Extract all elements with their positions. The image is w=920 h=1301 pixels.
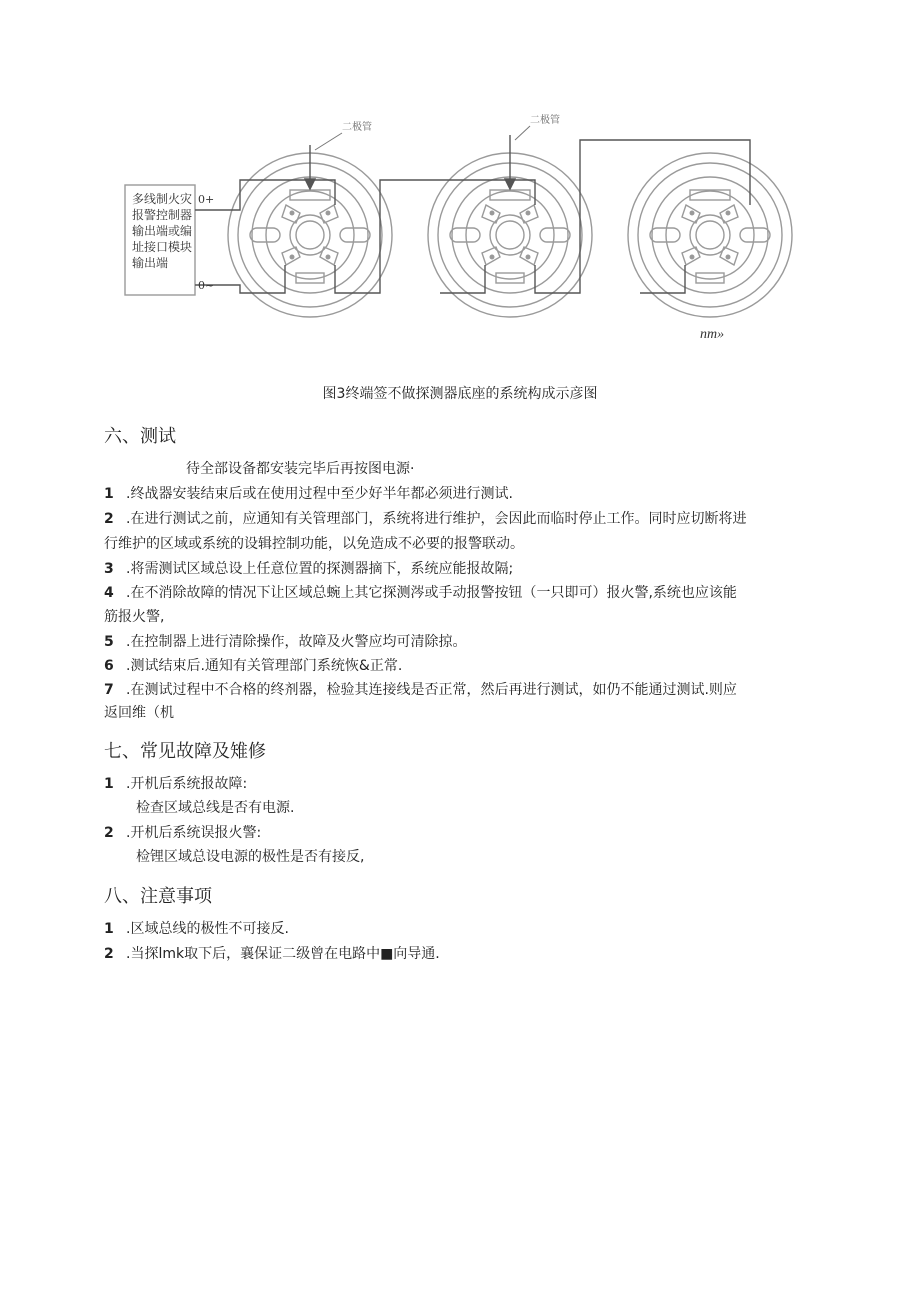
item-text: .将需测试区域总设上任意位置的探测器摘下，系统应能报故隔; — [126, 561, 514, 577]
list-item — [104, 822, 261, 842]
list-item — [104, 918, 289, 938]
item-text: .在控制器上进行清除操作，故障及火警应均可清除掠。 — [126, 634, 467, 650]
wiring-diagram — [110, 105, 810, 355]
item-text: .区域总线的极性不可接反. — [126, 921, 289, 937]
list-item — [104, 655, 402, 675]
item-number: 6 — [104, 658, 114, 674]
controller-label-line: 输出端或编 — [132, 224, 193, 238]
item-text: .在进行测试之前，应通知有关管理部门，系统将进行维护，会因此而临时停止工作。同时应切断将进 — [126, 511, 747, 527]
item-continuation: 行维护的区域或系统的设辑控制功能，以免造成不必要的报警联动。 — [104, 536, 524, 552]
item-continuation: 筋报火警, — [104, 609, 165, 625]
item-number: 5 — [104, 634, 114, 650]
list-item — [104, 483, 513, 503]
item-number: 1 — [104, 486, 114, 502]
section-heading-notes: 八、注意事项 — [104, 886, 212, 907]
fault-remedy: 检锂区域总设电源的极性是否有接反, — [136, 849, 365, 865]
list-item — [104, 773, 247, 793]
item-continuation: 返回维（机 — [104, 705, 174, 721]
list-item — [104, 582, 737, 602]
diode-label-2: 二极管 — [530, 115, 560, 126]
item-text: .在不消除故障的情况下让区域总蜿上其它探测涔或手动报警按钮（一只即可）报火警,系统也应该能 — [126, 585, 737, 601]
controller-label-line: 报警控制器 — [132, 208, 193, 222]
wiring-diagram-svg — [110, 105, 810, 355]
item-text: .当探lmk取下后，襄保证二级曾在电路中■向导通. — [126, 946, 440, 962]
fault-remedy: 检查区域总线是否有电源. — [136, 800, 295, 816]
item-number: 3 — [104, 561, 114, 577]
list-item — [104, 558, 513, 578]
item-number: 1 — [104, 776, 114, 792]
figure-id: nm» — [700, 327, 725, 342]
section-heading-faults: 七、常见故障及雉修 — [104, 741, 266, 762]
section-heading-test: 六、测试 — [104, 426, 176, 447]
terminal-plus-label: 0+ — [198, 193, 215, 206]
item-number: 1 — [104, 921, 114, 937]
item-text: .测试结束后.通知有关管理部门系统恢&正常. — [126, 658, 403, 674]
item-number: 7 — [104, 682, 114, 698]
item-text: .开机后系统误报火警: — [126, 825, 262, 841]
figure-caption: 图3终端签不做探测器底座的系统构成示彦图 — [322, 386, 598, 402]
controller-label-line: 多线制火灾 — [132, 192, 193, 206]
terminal-minus-label: 0~ — [198, 279, 215, 292]
item-number: 2 — [104, 825, 114, 841]
controller-label-line: 址接口模块 — [132, 240, 193, 254]
controller-label-line: 输出端 — [132, 256, 169, 270]
item-text: .终战器安装结束后或在使用过程中至少好半年都必须进行测试. — [126, 486, 513, 502]
item-number: 4 — [104, 585, 114, 601]
list-item — [104, 508, 746, 528]
item-text: .开机后系统报故障: — [126, 776, 248, 792]
item-number: 2 — [104, 946, 114, 962]
test-intro: 待全部设备都安装完毕后再按图电源· — [186, 461, 415, 477]
controller-label — [132, 191, 192, 270]
list-item — [104, 679, 737, 699]
list-item — [104, 943, 440, 963]
list-item — [104, 631, 466, 651]
diode-label-1: 二极管 — [342, 122, 372, 133]
item-number: 2 — [104, 511, 114, 527]
item-text: .在测试过程中不合格的终剂器，检验其连接线是否正常，然后再进行测试，如仍不能通过测试.则应 — [126, 682, 737, 698]
